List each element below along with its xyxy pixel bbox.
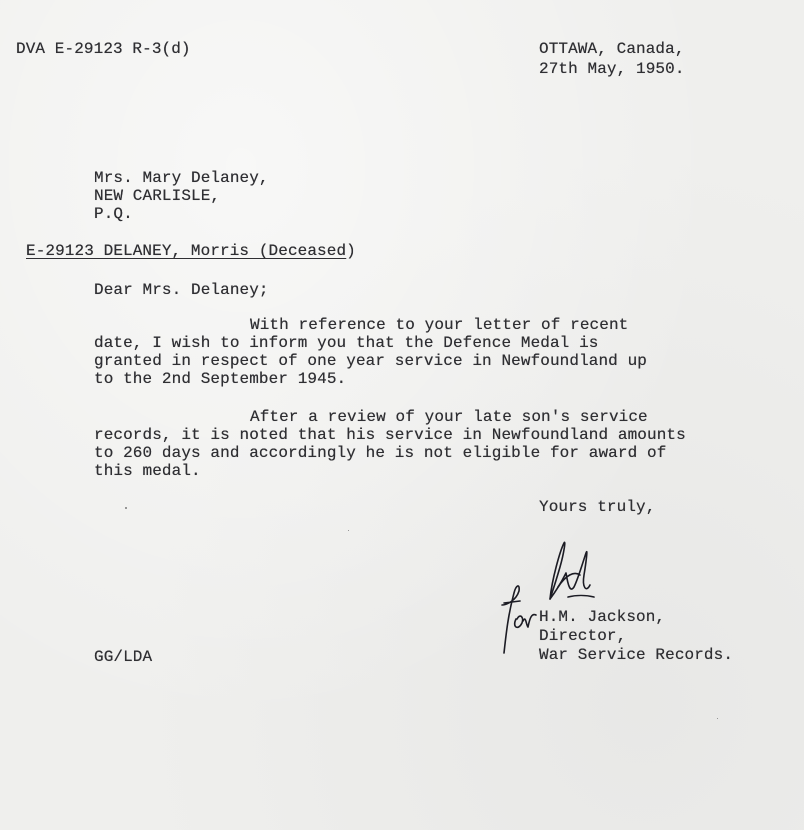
recipient-name: Mrs. Mary Delaney, <box>94 169 269 187</box>
paragraph-2-line: this medal. <box>94 462 201 480</box>
signatory-name: H.M. Jackson, <box>539 608 666 626</box>
paragraph-2-line: records, it is noted that his service in Newfoundland amounts <box>94 426 686 444</box>
recipient-province: P.Q. <box>94 205 133 223</box>
paper-speck <box>125 507 127 509</box>
typist-initials: GG/LDA <box>94 648 153 666</box>
paragraph-1-line: With reference to your letter of recent <box>250 316 629 334</box>
closing: Yours truly, <box>539 498 656 516</box>
subject-tail: ) <box>346 242 356 260</box>
salutation: Dear Mrs. Delaney; <box>94 281 269 299</box>
paragraph-1-line: granted in respect of one year service in Newfoundland up <box>94 352 647 370</box>
letter-date: 27th May, 1950. <box>539 60 685 78</box>
signatory-department: War Service Records. <box>539 646 734 664</box>
signatory-title: Director, <box>539 627 627 645</box>
paragraph-1-line: date, I wish to inform you that the Defence Medal is <box>94 334 599 352</box>
paragraph-2-line: to 260 days and accordingly he is not eligible for award of <box>94 444 667 462</box>
paper-speck <box>348 530 349 531</box>
subject-line <box>26 242 356 260</box>
paragraph-2-line: After a review of your late son's service <box>250 408 648 426</box>
subject-underlined-text: E-29123 DELANEY, Morris (Deceased <box>26 242 347 260</box>
paragraph-1-line: to the 2nd September 1945. <box>94 370 347 388</box>
recipient-town: NEW CARLISLE, <box>94 187 221 205</box>
file-reference: DVA E-29123 R-3(d) <box>16 40 191 58</box>
paper-speck <box>717 718 718 719</box>
letter-place: OTTAWA, Canada, <box>539 40 685 58</box>
